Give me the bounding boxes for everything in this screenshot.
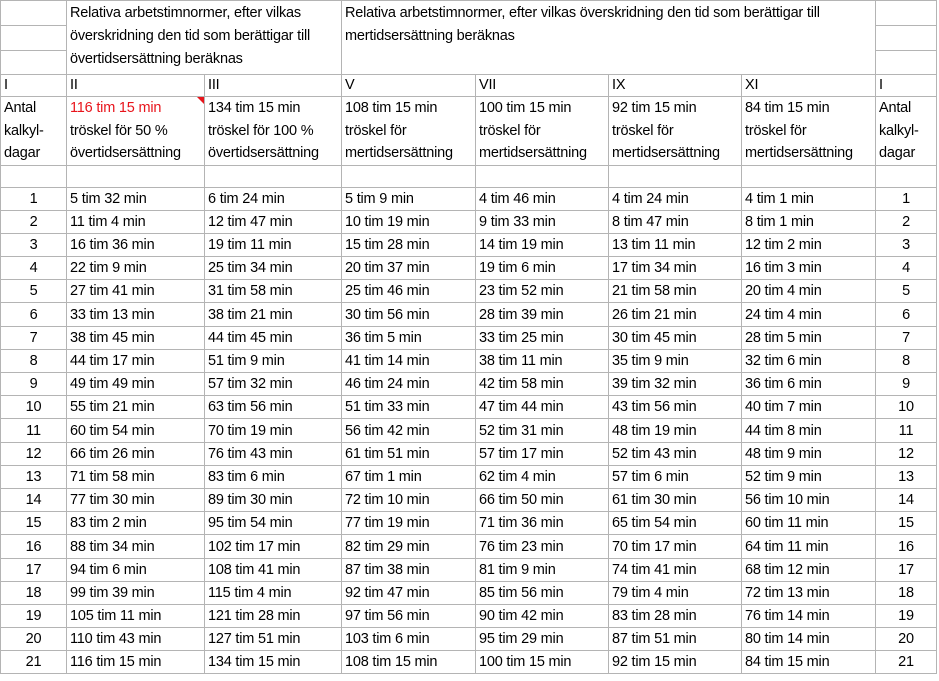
day-count-cell[interactable]: 14 [876,488,937,511]
threshold-cell[interactable]: 76 tim 23 min [476,535,609,558]
threshold-cell[interactable]: 134 tim 15 min [205,651,342,674]
overtime-description[interactable]: Relativa arbetstimnormer, efter vilkas överskridning den tid som berättigar till övertidsersättning beräknas [67,1,342,75]
threshold-cell[interactable]: 68 tim 12 min [742,558,876,581]
threshold-cell[interactable]: 48 tim 9 min [742,442,876,465]
threshold-cell[interactable]: 56 tim 42 min [342,419,476,442]
day-count-cell[interactable]: 16 [1,535,67,558]
threshold-cell[interactable]: 77 tim 30 min [67,488,205,511]
table-row [1,651,937,674]
day-count-cell[interactable]: 1 [1,187,67,210]
day-count-cell[interactable]: 19 [876,604,937,627]
subheader-line: 100 tim 15 min [479,100,572,116]
day-count-cell[interactable]: 11 [1,419,67,442]
subheader-line: mertidsersättning [612,145,720,161]
threshold-cell[interactable]: 15 tim 28 min [342,233,476,256]
threshold-cell[interactable]: 79 tim 4 min [609,581,742,604]
threshold-cell[interactable]: 14 tim 19 min [476,233,609,256]
subheader-line: mertidsersättning [345,145,453,161]
threshold-cell[interactable]: 84 tim 15 min [742,651,876,674]
threshold-cell[interactable]: 46 tim 24 min [342,373,476,396]
subheader-line: övertidsersättning [208,145,319,161]
day-count-cell[interactable]: 6 [1,303,67,326]
threshold-cell[interactable]: 32 tim 6 min [742,349,876,372]
subheader-line: kalkyl- [4,122,44,139]
threshold-cell[interactable]: 76 tim 14 min [742,604,876,627]
day-count-cell[interactable]: 18 [1,581,67,604]
threshold-cell[interactable]: 71 tim 58 min [67,465,205,488]
column-subheader[interactable] [67,97,205,166]
threshold-cell[interactable]: 95 tim 54 min [205,512,342,535]
threshold-cell[interactable]: 90 tim 42 min [476,604,609,627]
threshold-cell[interactable]: 72 tim 10 min [342,488,476,511]
threshold-cell[interactable]: 70 tim 17 min [609,535,742,558]
day-count-cell[interactable]: 15 [876,512,937,535]
threshold-cell[interactable]: 51 tim 33 min [342,396,476,419]
threshold-cell[interactable]: 21 tim 58 min [609,280,742,303]
threshold-cell[interactable]: 35 tim 9 min [609,349,742,372]
threshold-cell[interactable]: 30 tim 45 min [609,326,742,349]
table-row [1,280,937,303]
subheader-line: 108 tim 15 min [345,100,438,116]
subheader-line: tröskel för [479,122,541,139]
subheader-line: 92 tim 15 min [612,100,697,116]
column-numeral[interactable]: VII [476,75,609,97]
day-count-cell[interactable]: 4 [876,257,937,280]
threshold-cell[interactable]: 33 tim 25 min [476,326,609,349]
day-count-cell[interactable]: 12 [876,442,937,465]
threshold-cell[interactable]: 27 tim 41 min [67,280,205,303]
threshold-cell[interactable]: 108 tim 41 min [205,558,342,581]
day-count-cell[interactable]: 9 [876,373,937,396]
table-row [1,535,937,558]
threshold-cell[interactable]: 49 tim 49 min [67,373,205,396]
threshold-cell[interactable]: 60 tim 11 min [742,512,876,535]
day-count-cell[interactable]: 14 [1,488,67,511]
threshold-cell[interactable]: 83 tim 28 min [609,604,742,627]
threshold-cell[interactable]: 103 tim 6 min [342,628,476,651]
table-row [1,442,937,465]
day-count-cell[interactable]: 12 [1,442,67,465]
blank-cell[interactable] [67,165,205,187]
threshold-cell[interactable]: 16 tim 36 min [67,233,205,256]
day-count-cell[interactable]: 16 [876,535,937,558]
threshold-cell[interactable]: 74 tim 41 min [609,558,742,581]
threshold-cell[interactable]: 66 tim 26 min [67,442,205,465]
day-count-cell[interactable]: 15 [1,512,67,535]
threshold-cell[interactable]: 83 tim 2 min [67,512,205,535]
threshold-cell[interactable]: 4 tim 46 min [476,187,609,210]
threshold-cell[interactable]: 61 tim 51 min [342,442,476,465]
threshold-cell[interactable]: 38 tim 45 min [67,326,205,349]
threshold-cell[interactable]: 36 tim 5 min [342,326,476,349]
threshold-cell[interactable]: 43 tim 56 min [609,396,742,419]
blank-cell[interactable] [876,165,937,187]
table-row [1,257,937,280]
threshold-cell[interactable]: 31 tim 58 min [205,280,342,303]
threshold-cell[interactable]: 92 tim 15 min [609,651,742,674]
day-count-cell[interactable]: 17 [876,558,937,581]
table-row [1,488,937,511]
threshold-cell[interactable]: 11 tim 4 min [67,210,205,233]
table-row [1,373,937,396]
day-count-cell[interactable]: 18 [876,581,937,604]
threshold-cell[interactable]: 23 tim 52 min [476,280,609,303]
threshold-cell[interactable]: 100 tim 15 min [476,651,609,674]
threshold-cell[interactable]: 121 tim 28 min [205,604,342,627]
threshold-cell[interactable]: 87 tim 38 min [342,558,476,581]
subheader-line: 134 tim 15 min [208,100,301,116]
corner-cell-right[interactable] [876,1,937,75]
threshold-cell[interactable]: 115 tim 4 min [205,581,342,604]
threshold-cell[interactable]: 82 tim 29 min [342,535,476,558]
day-count-cell[interactable]: 17 [1,558,67,581]
day-count-cell[interactable]: 21 [1,651,67,674]
threshold-cell[interactable]: 85 tim 56 min [476,581,609,604]
blank-cell[interactable] [1,165,67,187]
day-count-cell[interactable]: 8 [876,349,937,372]
subheader-line: dagar [879,145,916,161]
day-count-cell[interactable]: 7 [1,326,67,349]
threshold-cell[interactable]: 10 tim 19 min [342,210,476,233]
threshold-cell[interactable]: 99 tim 39 min [67,581,205,604]
day-count-cell[interactable]: 5 [876,280,937,303]
table-row [1,349,937,372]
subheader-line: tröskel för [745,122,807,139]
threshold-cell[interactable]: 71 tim 36 min [476,512,609,535]
day-count-cell[interactable]: 19 [1,604,67,627]
threshold-cell[interactable]: 20 tim 37 min [342,257,476,280]
threshold-cell[interactable]: 12 tim 47 min [205,210,342,233]
threshold-cell[interactable]: 22 tim 9 min [67,257,205,280]
threshold-cell[interactable]: 17 tim 34 min [609,257,742,280]
threshold-cell[interactable]: 70 tim 19 min [205,419,342,442]
blank-cell[interactable] [476,165,609,187]
threshold-cell[interactable]: 63 tim 56 min [205,396,342,419]
threshold-cell[interactable]: 127 tim 51 min [205,628,342,651]
column-subheader[interactable] [342,97,476,166]
threshold-cell[interactable]: 83 tim 6 min [205,465,342,488]
threshold-cell[interactable]: 25 tim 34 min [205,257,342,280]
day-count-cell[interactable]: 7 [876,326,937,349]
threshold-cell[interactable]: 5 tim 9 min [342,187,476,210]
day-count-cell[interactable]: 13 [876,465,937,488]
threshold-cell[interactable]: 8 tim 47 min [609,210,742,233]
column-numeral[interactable]: III [205,75,342,97]
subheader-line: övertidsersättning [70,145,181,161]
table-row [1,628,937,651]
threshold-cell[interactable]: 76 tim 43 min [205,442,342,465]
subheader-line: tröskel för 100 % [208,122,314,139]
threshold-cell[interactable]: 25 tim 46 min [342,280,476,303]
day-count-cell[interactable]: 10 [876,396,937,419]
subheader-line: 84 tim 15 min [745,100,830,116]
day-count-cell[interactable]: 20 [876,628,937,651]
threshold-cell[interactable]: 65 tim 54 min [609,512,742,535]
day-count-cell[interactable]: 3 [1,233,67,256]
day-count-cell[interactable]: 11 [876,419,937,442]
threshold-cell[interactable]: 105 tim 11 min [67,604,205,627]
column-subheader[interactable] [876,97,937,166]
subheader-line: tröskel för [612,122,674,139]
table-row [1,558,937,581]
day-count-cell[interactable]: 1 [876,187,937,210]
threshold-cell[interactable]: 94 tim 6 min [67,558,205,581]
threshold-cell[interactable]: 87 tim 51 min [609,628,742,651]
threshold-cell[interactable]: 89 tim 30 min [205,488,342,511]
threshold-cell[interactable]: 62 tim 4 min [476,465,609,488]
threshold-cell[interactable]: 52 tim 9 min [742,465,876,488]
threshold-cell[interactable]: 52 tim 31 min [476,419,609,442]
threshold-cell[interactable]: 4 tim 1 min [742,187,876,210]
threshold-cell[interactable]: 38 tim 21 min [205,303,342,326]
blank-cell[interactable] [205,165,342,187]
subheader-line: Antal [879,100,912,116]
threshold-cell[interactable]: 57 tim 6 min [609,465,742,488]
day-count-cell[interactable]: 3 [876,233,937,256]
table-row [1,303,937,326]
blank-cell[interactable] [609,165,742,187]
day-count-cell[interactable]: 6 [876,303,937,326]
threshold-cell[interactable]: 44 tim 45 min [205,326,342,349]
threshold-cell[interactable]: 19 tim 6 min [476,257,609,280]
threshold-cell[interactable]: 39 tim 32 min [609,373,742,396]
threshold-cell[interactable]: 13 tim 11 min [609,233,742,256]
table-row [1,512,937,535]
table-row [1,233,937,256]
threshold-cell[interactable]: 72 tim 13 min [742,581,876,604]
threshold-cell[interactable]: 97 tim 56 min [342,604,476,627]
blank-cell[interactable] [742,165,876,187]
day-count-cell[interactable]: 9 [1,373,67,396]
table-row [1,465,937,488]
threshold-cell[interactable]: 19 tim 11 min [205,233,342,256]
threshold-cell[interactable]: 56 tim 10 min [742,488,876,511]
day-count-cell[interactable]: 5 [1,280,67,303]
threshold-cell[interactable]: 41 tim 14 min [342,349,476,372]
threshold-cell[interactable]: 9 tim 33 min [476,210,609,233]
threshold-cell[interactable]: 110 tim 43 min [67,628,205,651]
threshold-cell[interactable]: 81 tim 9 min [476,558,609,581]
threshold-cell[interactable]: 16 tim 3 min [742,257,876,280]
table-row [1,419,937,442]
threshold-cell[interactable]: 80 tim 14 min [742,628,876,651]
threshold-cell[interactable]: 20 tim 4 min [742,280,876,303]
table-row [1,581,937,604]
threshold-cell[interactable]: 24 tim 4 min [742,303,876,326]
threshold-cell[interactable]: 12 tim 2 min [742,233,876,256]
threshold-cell[interactable]: 77 tim 19 min [342,512,476,535]
threshold-cell[interactable]: 4 tim 24 min [609,187,742,210]
threshold-cell[interactable]: 51 tim 9 min [205,349,342,372]
subheader-line: dagar [4,145,41,161]
subheader-line: 116 tim 15 min [70,100,162,116]
day-count-cell[interactable]: 10 [1,396,67,419]
corner-cell-left[interactable] [1,1,67,75]
threshold-cell[interactable]: 57 tim 32 min [205,373,342,396]
column-subheader[interactable] [742,97,876,166]
threshold-cell[interactable]: 36 tim 6 min [742,373,876,396]
table-row [1,187,937,210]
table-row [1,604,937,627]
threshold-cell[interactable]: 102 tim 17 min [205,535,342,558]
threshold-cell[interactable]: 5 tim 32 min [67,187,205,210]
threshold-cell[interactable]: 28 tim 5 min [742,326,876,349]
threshold-cell[interactable]: 8 tim 1 min [742,210,876,233]
subheader-line: tröskel för [345,122,407,139]
threshold-cell[interactable]: 55 tim 21 min [67,396,205,419]
table-row [1,396,937,419]
day-count-cell[interactable]: 8 [1,349,67,372]
column-subheader[interactable] [1,97,67,166]
column-numeral[interactable]: V [342,75,476,97]
threshold-cell[interactable]: 6 tim 24 min [205,187,342,210]
column-numeral[interactable]: II [67,75,205,97]
threshold-cell[interactable]: 28 tim 39 min [476,303,609,326]
column-numeral[interactable]: IX [609,75,742,97]
threshold-cell[interactable]: 44 tim 8 min [742,419,876,442]
subheader-line: kalkyl- [879,122,919,139]
threshold-cell[interactable]: 57 tim 17 min [476,442,609,465]
threshold-cell[interactable]: 116 tim 15 min [67,651,205,674]
threshold-cell[interactable]: 64 tim 11 min [742,535,876,558]
threshold-cell[interactable]: 66 tim 50 min [476,488,609,511]
column-subheader[interactable] [476,97,609,166]
threshold-cell[interactable]: 67 tim 1 min [342,465,476,488]
day-count-cell[interactable]: 2 [1,210,67,233]
threshold-cell[interactable]: 52 tim 43 min [609,442,742,465]
column-subheader[interactable] [205,97,342,166]
threshold-cell[interactable]: 38 tim 11 min [476,349,609,372]
table-row [1,210,937,233]
threshold-cell[interactable]: 26 tim 21 min [609,303,742,326]
column-numeral[interactable]: I [1,75,67,97]
subheader-line: mertidsersättning [745,145,853,161]
column-numeral[interactable]: I [876,75,937,97]
threshold-cell[interactable]: 42 tim 58 min [476,373,609,396]
threshold-cell[interactable]: 44 tim 17 min [67,349,205,372]
table-row [1,326,937,349]
threshold-cell[interactable]: 61 tim 30 min [609,488,742,511]
threshold-cell[interactable]: 88 tim 34 min [67,535,205,558]
day-count-cell[interactable]: 2 [876,210,937,233]
threshold-cell[interactable]: 108 tim 15 min [342,651,476,674]
day-count-cell[interactable]: 4 [1,257,67,280]
threshold-cell[interactable]: 33 tim 13 min [67,303,205,326]
threshold-cell[interactable]: 40 tim 7 min [742,396,876,419]
subheader-line: tröskel för 50 % [70,122,168,139]
extra-time-description[interactable]: Relativa arbetstimnormer, efter vilkas överskridning den tid som berättigar till mertidsersättning beräknas [342,1,876,75]
day-count-cell[interactable]: 20 [1,628,67,651]
threshold-cell[interactable]: 60 tim 54 min [67,419,205,442]
day-count-cell[interactable]: 21 [876,651,937,674]
subheader-line: mertidsersättning [479,145,587,161]
day-count-cell[interactable]: 13 [1,465,67,488]
column-subheader[interactable] [609,97,742,166]
threshold-cell[interactable]: 48 tim 19 min [609,419,742,442]
threshold-cell[interactable]: 95 tim 29 min [476,628,609,651]
column-numeral[interactable]: XI [742,75,876,97]
threshold-cell[interactable]: 30 tim 56 min [342,303,476,326]
threshold-cell[interactable]: 47 tim 44 min [476,396,609,419]
subheader-line: Antal [4,100,37,116]
blank-cell[interactable] [342,165,476,187]
threshold-cell[interactable]: 92 tim 47 min [342,581,476,604]
